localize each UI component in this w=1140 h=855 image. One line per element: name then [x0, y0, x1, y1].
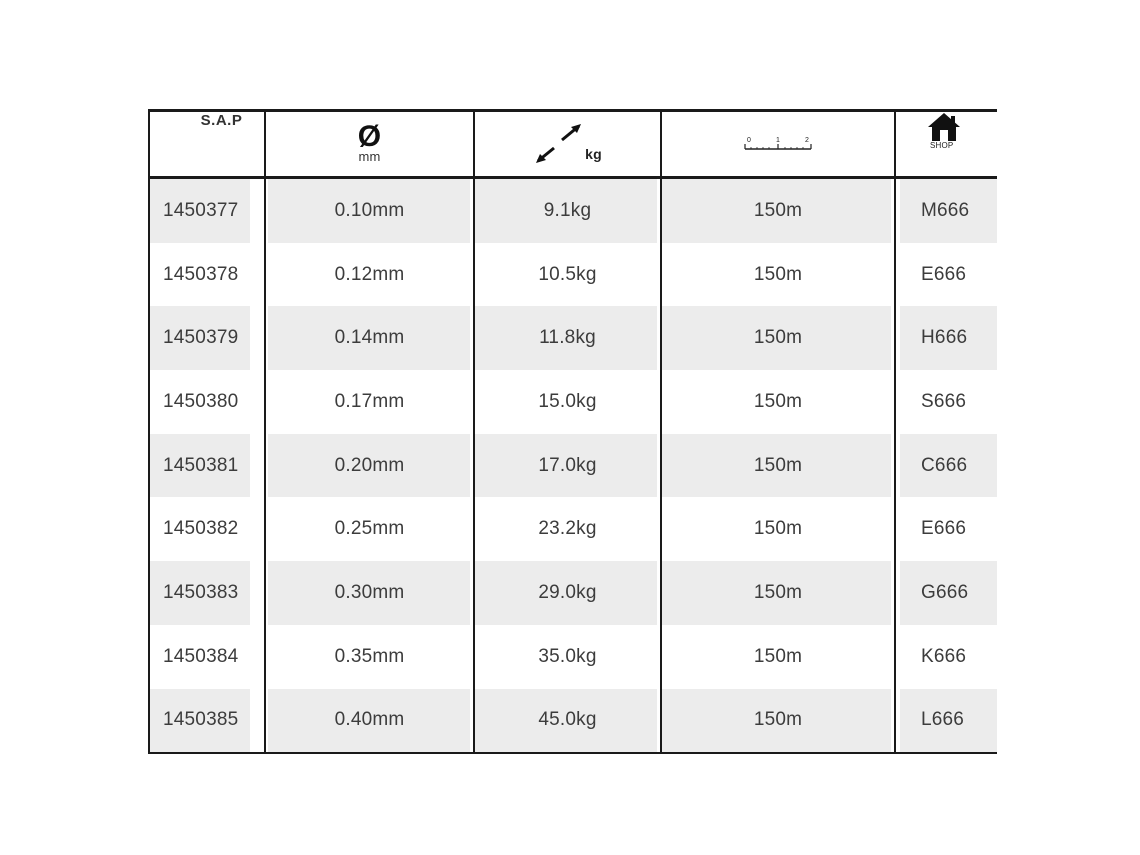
diameter-unit: mm: [358, 149, 381, 164]
length-cell: 150m: [660, 306, 894, 370]
sap-cell: 1450381: [150, 434, 264, 498]
length-cell: 150m: [660, 179, 894, 243]
diameter-cell: 0.25mm: [264, 497, 473, 561]
length-cell: 150m: [660, 689, 894, 753]
sap-label: S.A.P: [200, 112, 243, 129]
strength-cell: 45.0kg: [473, 689, 660, 753]
strength-unit: kg: [585, 146, 602, 162]
house-icon: [926, 112, 962, 142]
strength-cell: 10.5kg: [473, 243, 660, 307]
strength-cell: 29.0kg: [473, 561, 660, 625]
sap-cell: 1450385: [150, 689, 264, 753]
diameter-cell: 0.10mm: [264, 179, 473, 243]
strength-cell: 9.1kg: [473, 179, 660, 243]
table-row: [150, 497, 997, 561]
diameter-cell: 0.12mm: [264, 243, 473, 307]
shop-cell: G666: [894, 561, 997, 625]
length-cell: 150m: [660, 625, 894, 689]
diameter-cell: 0.40mm: [264, 689, 473, 753]
sap-cell: 1450378: [163, 263, 239, 285]
diameter-icon: Ø: [357, 120, 382, 153]
diameter-cell: 0.30mm: [264, 561, 473, 625]
table-header: [150, 112, 997, 179]
strength-cell: 35.0kg: [473, 625, 660, 689]
double-arrow-icon: [533, 122, 583, 166]
strength-cell: 11.8kg: [473, 306, 660, 370]
shop-cell: S666: [894, 370, 997, 434]
shop-cell: M666: [894, 179, 997, 243]
table-row: [150, 306, 997, 370]
length-scale-1: 1: [776, 137, 781, 144]
sap-cell: 1450382: [163, 518, 239, 540]
strength-cell: 23.2kg: [473, 497, 660, 561]
diameter-cell: 0.17mm: [264, 370, 473, 434]
table-row: [150, 370, 997, 434]
table-row: [150, 179, 997, 243]
header-strength: [473, 112, 660, 176]
table-row: [150, 243, 997, 307]
sap-cell: 1450380: [163, 390, 239, 412]
strength-cell: 15.0kg: [473, 370, 660, 434]
header-length: [660, 112, 894, 176]
length-cell: 150m: [660, 243, 894, 307]
shop-cell: K666: [894, 625, 997, 689]
header-sap: [150, 112, 264, 176]
length-scale-0: 0: [747, 137, 752, 144]
shop-cell: L666: [894, 689, 997, 753]
diameter-cell: 0.20mm: [264, 434, 473, 498]
sap-cell: 1450383: [150, 561, 264, 625]
table-body: [150, 179, 997, 752]
sap-cell: 1450379: [150, 306, 264, 370]
header-shop: [894, 112, 997, 176]
length-cell: 150m: [660, 434, 894, 498]
header-diameter: [264, 112, 473, 176]
table-row: [150, 689, 997, 753]
diameter-cell: 0.35mm: [264, 625, 473, 689]
diameter-cell: 0.14mm: [264, 306, 473, 370]
sap-cell: 1450377: [150, 179, 264, 243]
shop-cell: C666: [894, 434, 997, 498]
shop-cell: E666: [894, 243, 997, 307]
shop-cell: H666: [894, 306, 997, 370]
shop-cell: E666: [894, 497, 997, 561]
length-cell: 150m: [660, 497, 894, 561]
table-row: [150, 561, 997, 625]
strength-cell: 17.0kg: [473, 434, 660, 498]
measuring-tape-icon: [743, 134, 813, 154]
table-row: [150, 625, 997, 689]
spec-table: [148, 109, 997, 754]
length-scale-2: 2: [805, 137, 810, 144]
shop-label: SHOP: [930, 141, 954, 150]
sap-cell: 1450384: [163, 645, 239, 667]
length-cell: 150m: [660, 561, 894, 625]
table-row: [150, 434, 997, 498]
length-cell: 150m: [660, 370, 894, 434]
